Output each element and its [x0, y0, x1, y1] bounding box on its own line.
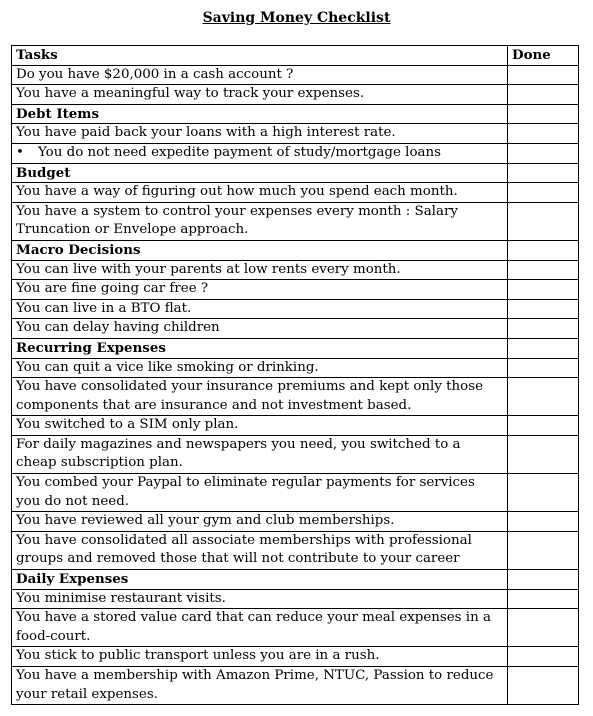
table-row [12, 416, 579, 436]
task-cell: You have consolidated your insurance premiums and kept only those components that are insurance and not investment based. [12, 378, 508, 416]
done-cell [508, 667, 579, 705]
done-cell [508, 299, 579, 319]
checklist-body [12, 65, 579, 705]
done-cell [508, 280, 579, 300]
done-cell [508, 474, 579, 512]
task-cell: You have reviewed all your gym and club memberships. [12, 512, 508, 532]
task-cell: You minimise restaurant visits. [12, 589, 508, 609]
task-cell: You can delay having children [12, 319, 508, 339]
task-cell: You have a system to control your expenses every month : Salary Truncation or Envelope approach. [12, 202, 508, 240]
section-row [12, 104, 579, 124]
section-heading: Budget [12, 163, 508, 183]
done-cell [508, 104, 579, 124]
table-row [12, 319, 579, 339]
done-cell [508, 65, 579, 85]
task-cell: You can quit a vice like smoking or drinking. [12, 358, 508, 378]
section-heading: Macro Decisions [12, 240, 508, 260]
task-cell: You have a stored value card that can reduce your meal expenses in a food-court. [12, 609, 508, 647]
page-title: Saving Money Checklist [202, 10, 391, 26]
done-cell [508, 647, 579, 667]
section-heading: Recurring Expenses [12, 338, 508, 358]
task-cell: You stick to public transport unless you are in a rush. [12, 647, 508, 667]
table-row [12, 124, 579, 144]
done-cell [508, 124, 579, 144]
table-header-row [12, 46, 579, 66]
task-cell: You can live in a BTO flat. [12, 299, 508, 319]
done-cell [508, 143, 579, 163]
table-row [12, 183, 579, 203]
task-cell: For daily magazines and newspapers you need, you switched to a cheap subscription plan. [12, 435, 508, 473]
section-heading: Debt Items [12, 104, 508, 124]
done-cell [508, 378, 579, 416]
task-cell: You switched to a SIM only plan. [12, 416, 508, 436]
table-row [12, 65, 579, 85]
done-cell [508, 512, 579, 532]
done-cell [508, 183, 579, 203]
table-row [12, 589, 579, 609]
task-text: You do not need expedite payment of study/mortgage loans [38, 144, 441, 160]
task-cell: You have a way of figuring out how much you spend each month. [12, 183, 508, 203]
tasks-column-header: Tasks [12, 46, 508, 66]
section-heading: Daily Expenses [12, 570, 508, 590]
table-row [12, 512, 579, 532]
table-row [12, 647, 579, 667]
done-cell [508, 85, 579, 105]
table-row [12, 299, 579, 319]
table-row [12, 202, 579, 240]
task-cell: You can live with your parents at low rents every month. [12, 260, 508, 280]
table-row [12, 435, 579, 473]
done-cell [508, 570, 579, 590]
table-row [12, 378, 579, 416]
section-row [12, 570, 579, 590]
task-cell: You have consolidated all associate memberships with professional groups and removed those that will not contribute to your career [12, 531, 508, 569]
table-row [12, 667, 579, 705]
table-row [12, 85, 579, 105]
table-row [12, 260, 579, 280]
task-cell: You have paid back your loans with a high interest rate. [12, 124, 508, 144]
task-cell: You have a membership with Amazon Prime, NTUC, Passion to reduce your retail expenses. [12, 667, 508, 705]
done-cell [508, 260, 579, 280]
done-column-header: Done [508, 46, 579, 66]
done-cell [508, 609, 579, 647]
bullet-icon: • [16, 144, 24, 160]
table-row [12, 143, 579, 163]
section-row [12, 240, 579, 260]
task-cell: You are fine going car free ? [12, 280, 508, 300]
done-cell [508, 240, 579, 260]
done-cell [508, 435, 579, 473]
table-row [12, 609, 579, 647]
section-row [12, 338, 579, 358]
checklist-table [11, 45, 579, 705]
done-cell [508, 319, 579, 339]
task-cell [12, 143, 508, 163]
done-cell [508, 531, 579, 569]
table-row [12, 474, 579, 512]
done-cell [508, 202, 579, 240]
section-row [12, 163, 579, 183]
task-cell: Do you have $20,000 in a cash account ? [12, 65, 508, 85]
table-row [12, 358, 579, 378]
done-cell [508, 338, 579, 358]
done-cell [508, 358, 579, 378]
table-row [12, 280, 579, 300]
done-cell [508, 416, 579, 436]
task-cell: You combed your Paypal to eliminate regular payments for services you do not need. [12, 474, 508, 512]
done-cell [508, 163, 579, 183]
table-row [12, 531, 579, 569]
task-cell: You have a meaningful way to track your expenses. [12, 85, 508, 105]
done-cell [508, 589, 579, 609]
